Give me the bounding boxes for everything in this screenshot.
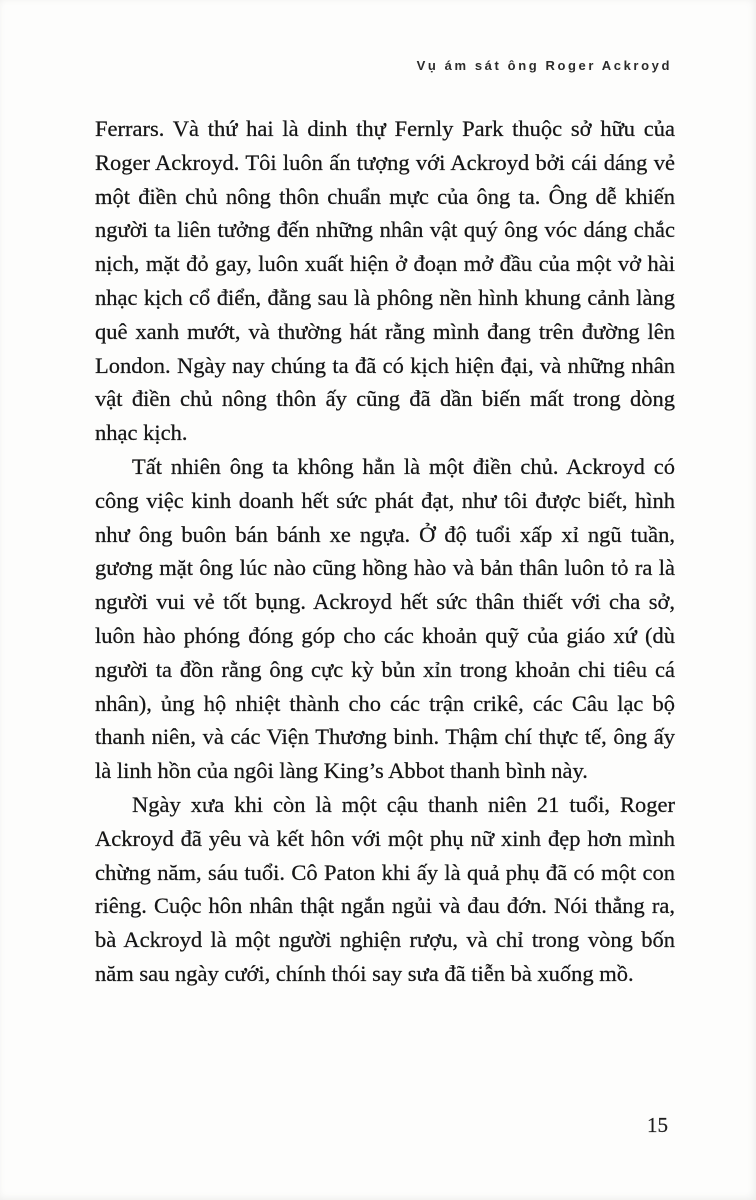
paragraph: Ngày xưa khi còn là một cậu thanh niên 21 tuổi, Roger Ackroyd đã yêu và kết hôn với một phụ nữ xinh đẹp hơn mình chừng năm, sáu tuổi. Cô Paton khi ấy là quả phụ đã có một con riêng. Cuộc hôn nhân thật ngắn ngủi và đau đớn. Nói thẳng ra, bà Ackroyd là một người nghiện rượu, và chỉ trong vòng bốn năm sau ngày cưới, chính thói say sưa đã tiễn bà xuống mồ.: [95, 791, 675, 986]
running-header: Vụ ám sát ông Roger Ackroyd: [416, 58, 672, 73]
paragraph: Ferrars. Và thứ hai là dinh thự Fernly Park thuộc sở hữu của Roger Ackroyd. Tôi luôn ấn tượng với Ackroyd bởi cái dáng vẻ một điền chủ nông thôn chuẩn mực của ông ta. Ông dễ khiến người ta liên tưởng đến những nhân vật quý ông vóc dáng chắc nịch, mặt đỏ gay, luôn xuất hiện ở đoạn mở đầu của một vở hài nhạc kịch cổ điển, đằng sau là phông nền hình khung cảnh làng quê xanh mướt, và thường hát rằng mình đang trên đường lên London. Ngày nay chúng ta đã có kịch hiện đại, và những nhân vật điền chủ nông thôn ấy cũng đã dần biến mất trong dòng nhạc kịch.: [95, 116, 675, 446]
page-number: 15: [647, 1113, 668, 1137]
paragraph: Tất nhiên ông ta không hẳn là một điền chủ. Ackroyd có công việc kinh doanh hết sức phát đạt, như tôi được biết, hình như ông buôn bán bánh xe ngựa. Ở độ tuổi xấp xỉ ngũ tuần, gương mặt ông lúc nào cũng hồng hào và bản thân luôn tỏ ra là người vui vẻ tốt bụng. Ackroyd hết sức thân thiết với cha sở, luôn hào phóng đóng góp cho các khoản quỹ của giáo xứ (dù người ta đồn rằng ông cực kỳ bủn xỉn trong khoản chi tiêu cá nhân), ủng hộ nhiệt thành cho các trận crikê, các Câu lạc bộ thanh niên, và các Viện Thương binh. Thậm chí thực tế, ông ấy là linh hồn của ngôi làng King’s Abbot thanh bình này.: [95, 453, 675, 784]
body-text: [95, 112, 675, 991]
